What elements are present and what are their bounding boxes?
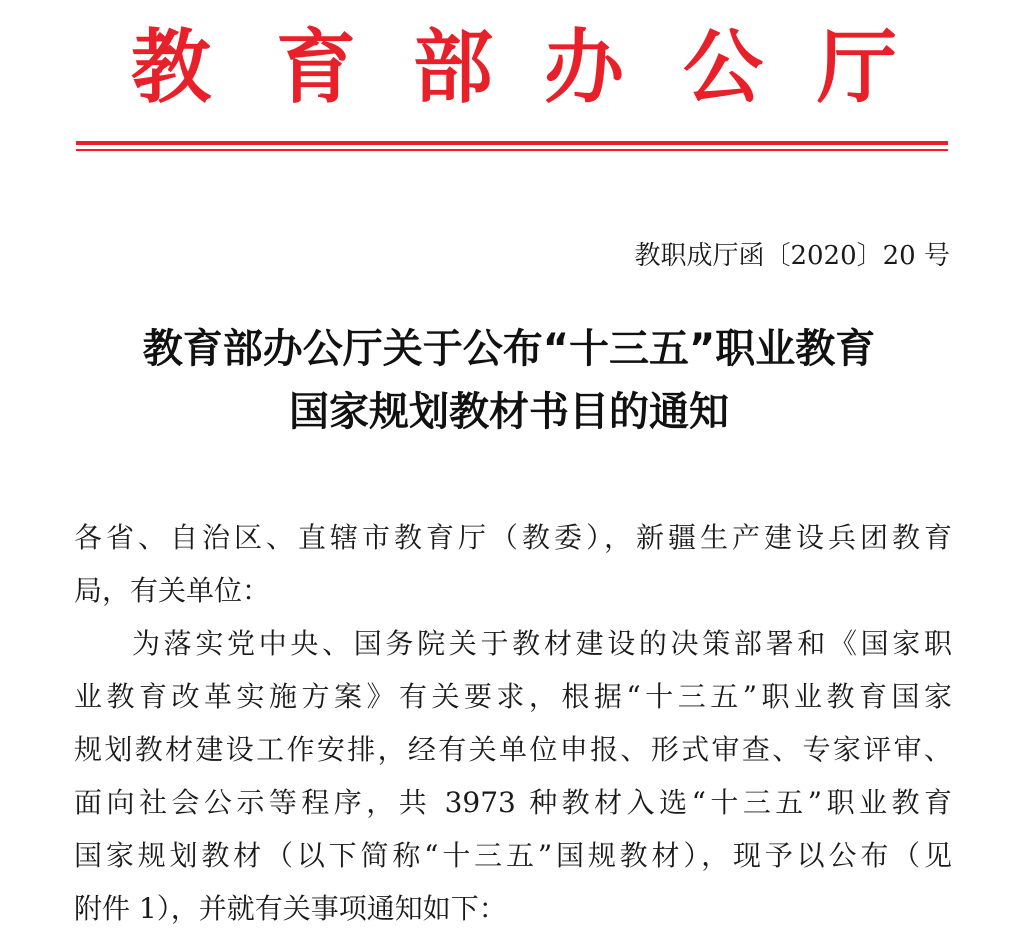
addressee-line: 各省、自治区、直辖市教育厅（教委），新疆生产建设兵团教育 [74,521,952,554]
document-body [74,511,952,935]
paragraph-line: 为落实党中央、国务院关于教材建设的决策部署和《国家职 [132,627,952,660]
masthead-char: 厅 [817,20,897,114]
addressee-line: 局，有关单位： [74,574,271,607]
red-divider-thin [76,149,948,151]
masthead-char: 办 [544,20,624,114]
red-divider-thick [76,141,948,145]
document-title-line-1: 教育部办公厅关于公布“十三五”职业教育 [142,326,876,372]
paragraph-line: 附件 1），并就有关事项通知如下： [74,892,507,925]
paragraph-line: 业教育改革实施方案》有关要求，根据“十三五”职业教育国家 [74,680,952,713]
paragraph-line: 国家规划教材（以下简称“十三五”国规教材），现予以公布（见 [74,839,952,872]
document-number: 教职成厅函〔2020〕20 号 [634,241,950,271]
masthead-char: 育 [276,20,356,114]
masthead [0,22,1018,122]
paragraph-line: 规划教材建设工作安排，经有关单位申报、形式审查、专家评审、 [74,733,952,766]
masthead-char: 公 [683,20,763,114]
masthead-char: 教 [131,20,211,114]
masthead-char: 部 [413,20,493,114]
paragraph-line: 面向社会公示等程序，共 3973 种教材入选“十三五”职业教育 [74,786,952,819]
document-title-line-2: 国家规划教材书目的通知 [289,389,729,435]
